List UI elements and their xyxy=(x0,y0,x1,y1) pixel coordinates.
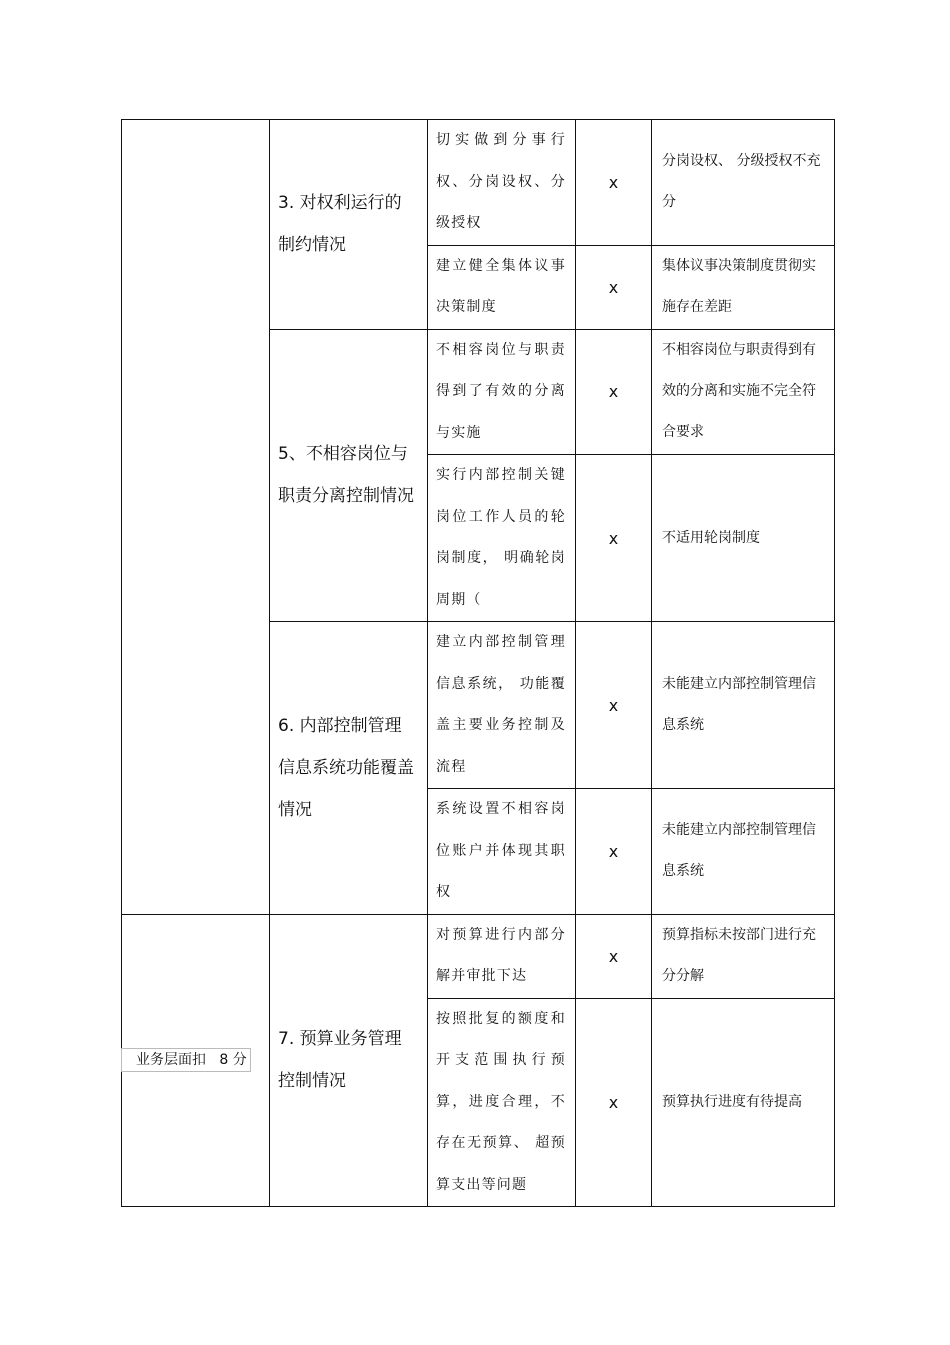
indicator-cell xyxy=(270,622,428,915)
reason-cell xyxy=(652,329,835,455)
standard-text: 不相容岗位与职责得到了有效的分离与实施 xyxy=(436,341,566,441)
table-row xyxy=(122,914,835,998)
reason-cell xyxy=(652,914,835,998)
reason-text: 未能建立内部控制管理信息系统 xyxy=(662,676,816,733)
indicator-text: 6. 内部控制管理信息系统功能覆盖情况 xyxy=(278,715,414,820)
reason-text: 预算执行进度有待提高 xyxy=(662,1093,802,1110)
reason-cell xyxy=(652,245,835,329)
standard-cell xyxy=(428,914,576,998)
deduction-mark: x xyxy=(576,245,652,329)
standard-cell xyxy=(428,455,576,622)
standard-cell xyxy=(428,329,576,455)
deduction-mark: x xyxy=(576,455,652,622)
reason-text: 不适用轮岗制度 xyxy=(662,529,760,546)
business-level-label xyxy=(121,1048,251,1072)
deduction-mark: x xyxy=(576,789,652,915)
deduction-mark: x xyxy=(576,914,652,998)
indicator-cell xyxy=(270,914,428,1207)
standard-text: 建立健全集体议事决策制度 xyxy=(436,257,566,315)
reason-text: 预算指标未按部门进行充分分解 xyxy=(662,927,816,984)
deduction-mark: x xyxy=(576,120,652,246)
standard-cell xyxy=(428,245,576,329)
reason-cell xyxy=(652,455,835,622)
standard-cell xyxy=(428,998,576,1207)
reason-text: 集体议事决策制度贯彻实施存在差距 xyxy=(662,258,816,315)
standard-text: 实行内部控制关键岗位工作人员的轮岗制度， 明确轮岗周期（ xyxy=(436,467,566,608)
reason-cell xyxy=(652,789,835,915)
deduction-mark: x xyxy=(576,329,652,455)
indicator-cell xyxy=(270,329,428,622)
reason-text: 不相容岗位与职责得到有效的分离和实施不完全符合要求 xyxy=(662,342,816,441)
level-text: 业务层面扣 xyxy=(136,1052,206,1069)
standard-text: 按照批复的额度和开支范围执行预算，进度合理，不存在无预算、 超预算支出等问题 xyxy=(436,1010,566,1193)
reason-cell xyxy=(652,120,835,246)
standard-text: 对预算进行内部分解并审批下达 xyxy=(436,926,566,984)
reason-cell xyxy=(652,998,835,1207)
indicator-text: 5、不相容岗位与职责分离控制情况 xyxy=(278,444,414,507)
deduction-mark: x xyxy=(576,998,652,1207)
standard-cell xyxy=(428,622,576,789)
indicator-text: 7. 预算业务管理控制情况 xyxy=(278,1029,402,1092)
reason-text: 分岗设权、 分级授权不充分 xyxy=(662,153,821,211)
standard-cell xyxy=(428,789,576,915)
level-cell-empty xyxy=(122,120,270,915)
standard-text: 系统设置不相容岗位账户并体现其职权 xyxy=(436,801,566,900)
indicator-cell xyxy=(270,120,428,330)
reason-text: 未能建立内部控制管理信息系统 xyxy=(662,822,816,880)
standard-text: 切实做到分事行权、分岗设权、分级授权 xyxy=(436,132,566,231)
table-row xyxy=(122,120,835,246)
reason-cell xyxy=(652,622,835,789)
standard-text: 建立内部控制管理信息系统， 功能覆盖主要业务控制及流程 xyxy=(436,634,566,775)
level-cell xyxy=(122,914,270,1207)
deduction-mark: x xyxy=(576,622,652,789)
level-score: 8 分 xyxy=(219,1052,247,1069)
standard-cell xyxy=(428,120,576,246)
evaluation-table xyxy=(121,119,835,1207)
indicator-text: 3. 对权利运行的制约情况 xyxy=(278,193,402,256)
